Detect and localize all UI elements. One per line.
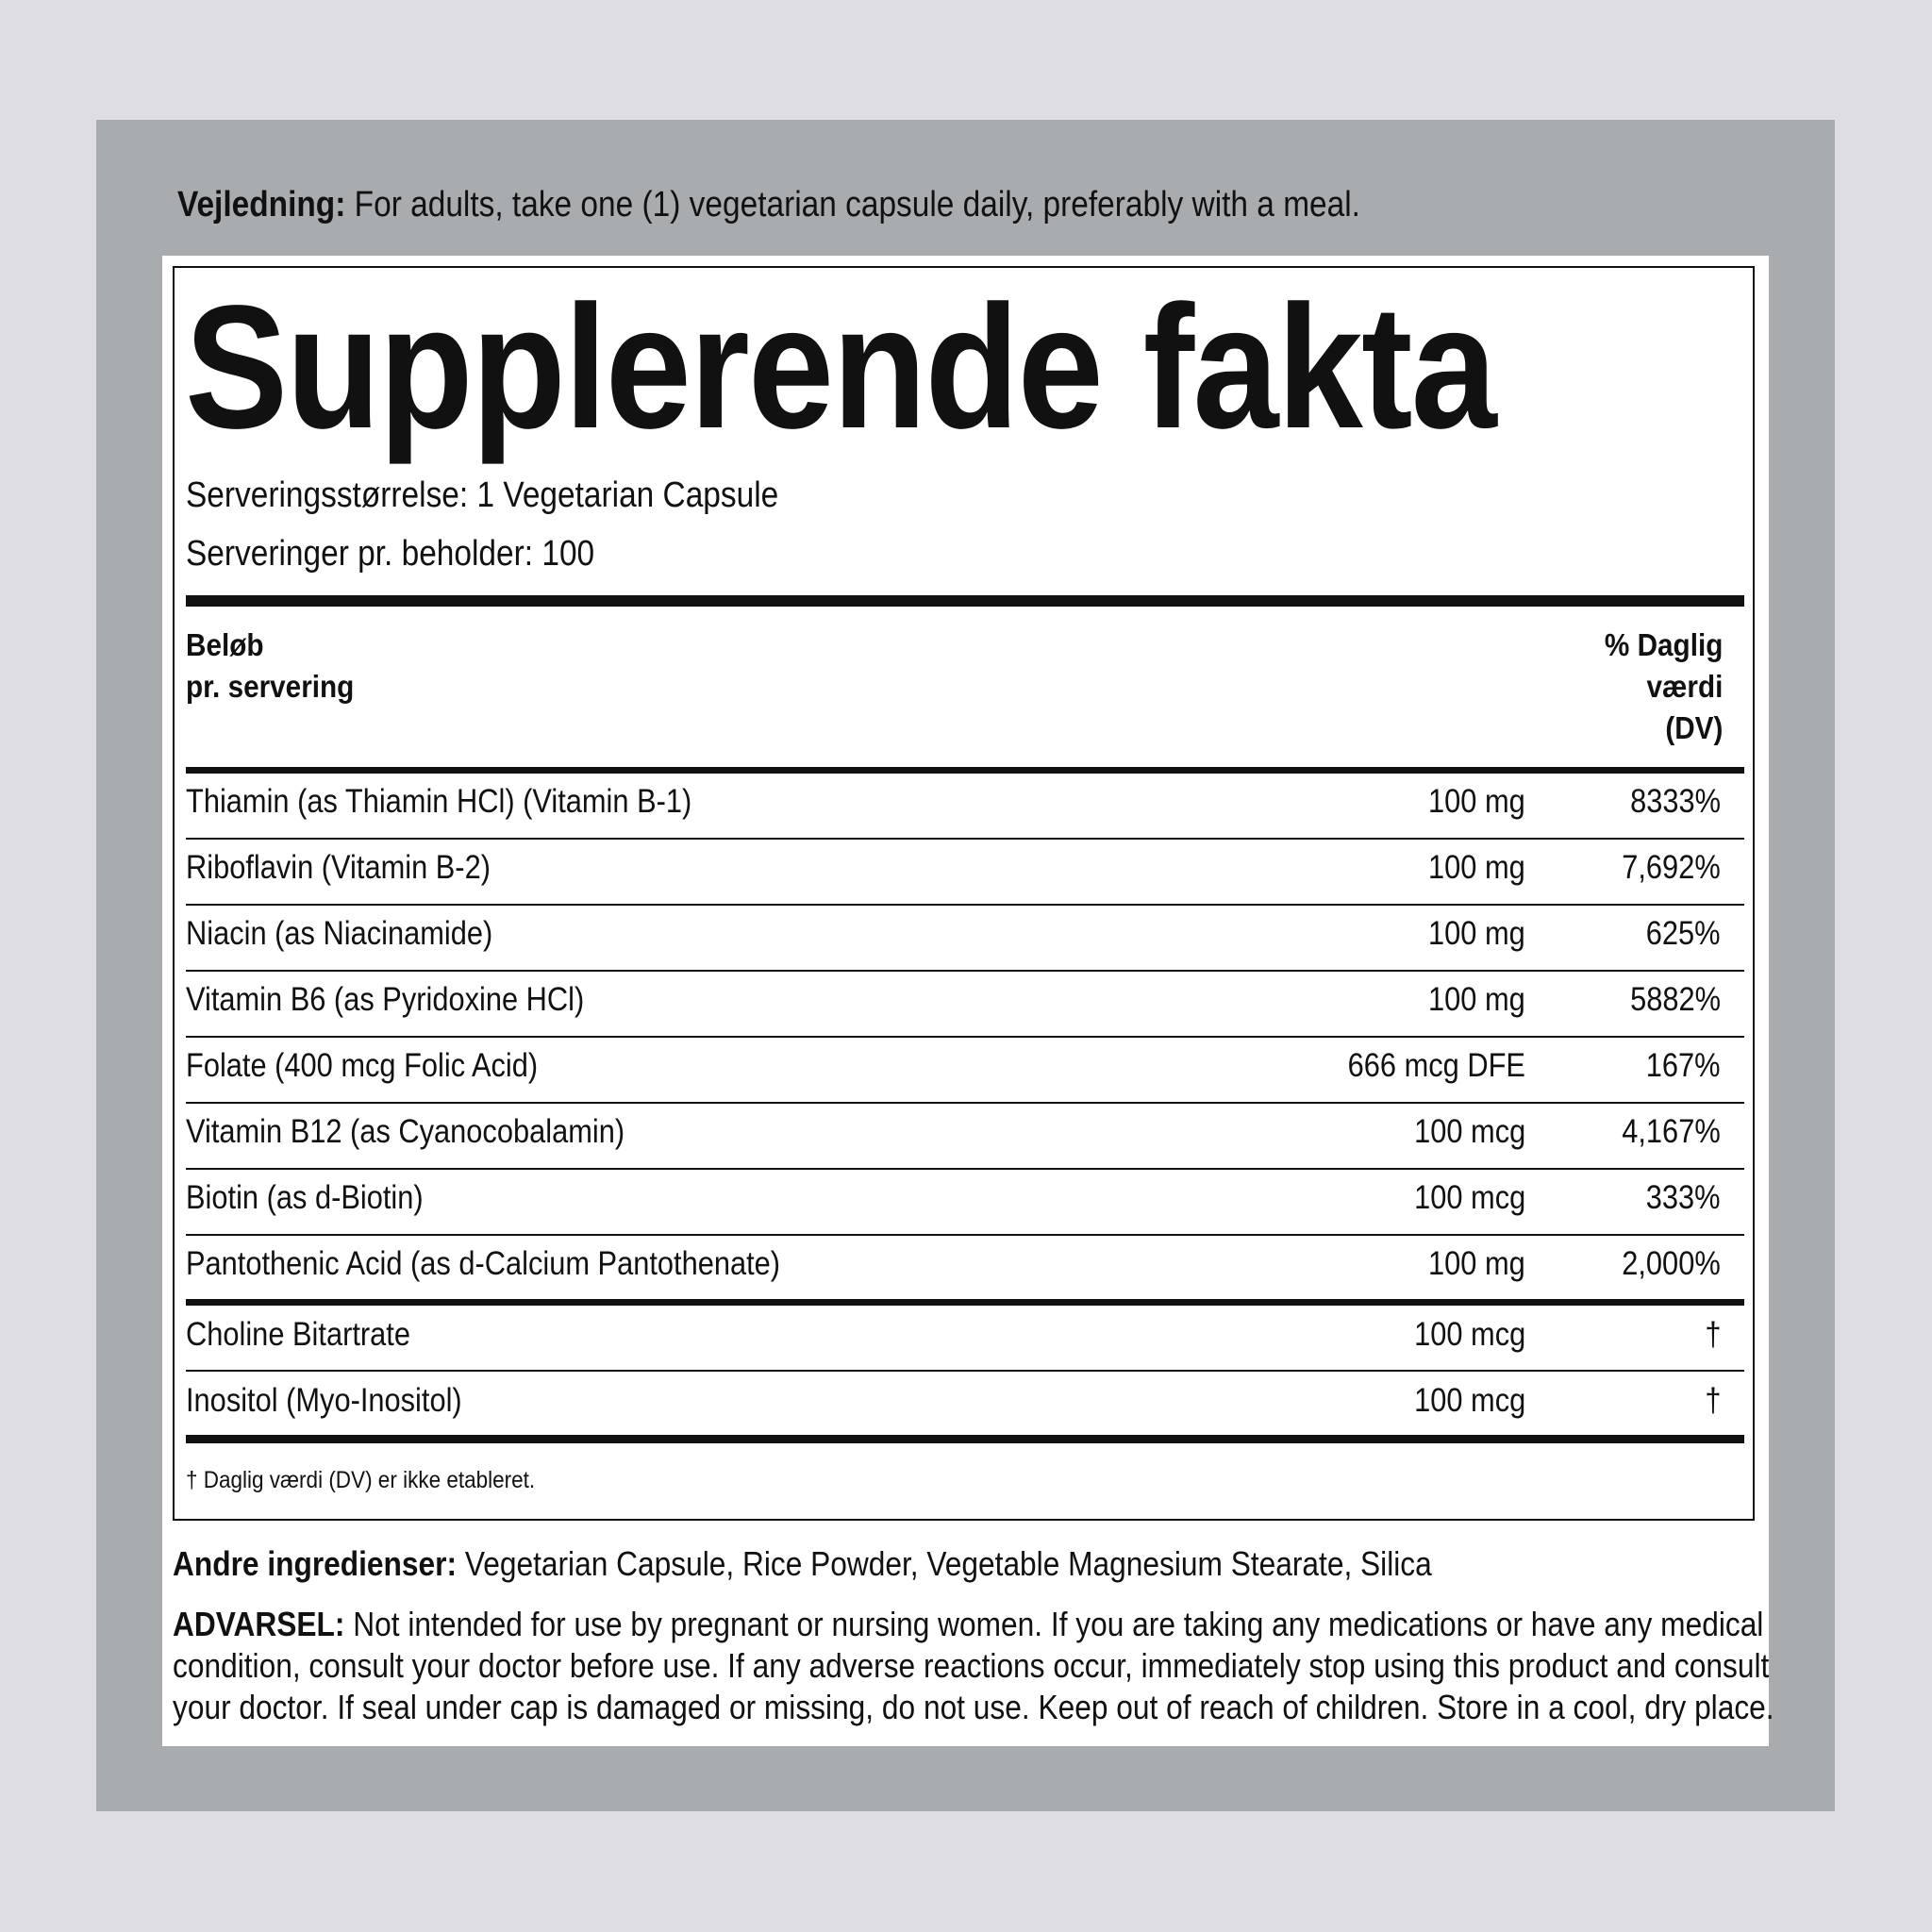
nutrient-dv: 625% bbox=[1646, 915, 1721, 952]
nutrient-amount: 100 mg bbox=[1428, 849, 1525, 886]
nutrient-name: Pantothenic Acid (as d-Calcium Pantothenate) bbox=[186, 1245, 781, 1282]
warning bbox=[173, 1604, 1774, 1728]
nutrient-name: Riboflavin (Vitamin B-2) bbox=[186, 849, 491, 886]
nutrient-row bbox=[186, 1099, 1724, 1165]
nutrient-dv: 167% bbox=[1646, 1047, 1721, 1084]
nutrient-row bbox=[186, 1302, 1724, 1368]
nutrient-name: Biotin (as d-Biotin) bbox=[186, 1179, 424, 1216]
warning-line1: Not intended for use by pregnant or nursing women. If you are taking any medications or have any medical bbox=[344, 1605, 1764, 1643]
nutrient-dv: 5882% bbox=[1630, 981, 1721, 1018]
divider-thick bbox=[186, 1435, 1744, 1443]
facts-title: Supplerende fakta bbox=[185, 270, 1496, 465]
nutrient-row bbox=[186, 1368, 1724, 1434]
nutrient-amount: 666 mcg DFE bbox=[1347, 1047, 1525, 1084]
nutrient-dv: 4,167% bbox=[1622, 1113, 1721, 1150]
nutrient-name: Niacin (as Niacinamide) bbox=[186, 915, 493, 952]
dv-header-line2: værdi bbox=[1646, 669, 1723, 704]
nutrient-amount: 100 mcg bbox=[1413, 1113, 1525, 1150]
other-ingredients-text: Vegetarian Capsule, Rice Powder, Vegetable Magnesium Stearate, Silica bbox=[457, 1544, 1432, 1583]
amount-per-serving-header bbox=[186, 625, 354, 708]
nutrient-dv: 333% bbox=[1646, 1179, 1721, 1216]
dv-header-line3: (DV) bbox=[1664, 710, 1723, 745]
nutrient-name: Thiamin (as Thiamin HCl) (Vitamin B-1) bbox=[186, 783, 692, 820]
warning-label: ADVARSEL: bbox=[173, 1605, 345, 1643]
serving-size: Serveringsstørrelse: 1 Vegetarian Capsule bbox=[186, 475, 779, 515]
nutrient-amount: 100 mcg bbox=[1413, 1382, 1525, 1419]
nutrient-dv: 7,692% bbox=[1622, 849, 1721, 886]
nutrient-dv: 2,000% bbox=[1622, 1245, 1721, 1282]
nutrient-row bbox=[186, 1033, 1724, 1099]
nutrient-amount: 100 mg bbox=[1428, 1245, 1525, 1282]
other-ingredients bbox=[173, 1541, 1432, 1588]
nutrient-amount: 100 mg bbox=[1428, 981, 1525, 1018]
amount-header-line2: pr. servering bbox=[186, 669, 355, 704]
daily-value-header bbox=[1605, 625, 1723, 749]
nutrient-row bbox=[186, 967, 1724, 1033]
nutrient-dv: † bbox=[1704, 1382, 1721, 1419]
dv-header-line1: % Daglig bbox=[1604, 627, 1723, 662]
nutrient-amount: 100 mg bbox=[1428, 783, 1525, 820]
nutrient-dv: † bbox=[1704, 1316, 1721, 1353]
nutrient-name: Folate (400 mcg Folic Acid) bbox=[186, 1047, 539, 1084]
nutrient-row bbox=[186, 835, 1724, 901]
servings-per-container: Serveringer pr. beholder: 100 bbox=[186, 534, 595, 574]
nutrient-row bbox=[186, 1165, 1724, 1231]
nutrient-row bbox=[186, 1231, 1724, 1297]
nutrient-name: Inositol (Myo-Inositol) bbox=[186, 1382, 462, 1419]
footnote: † Daglig værdi (DV) er ikke etableret. bbox=[186, 1467, 536, 1493]
warning-line2: condition, consult your doctor before use. If any adverse reactions occur, immediately stop using this product and consult bbox=[173, 1646, 1770, 1685]
nutrient-name: Vitamin B6 (as Pyridoxine HCl) bbox=[186, 981, 585, 1018]
nutrient-name: Choline Bitartrate bbox=[186, 1316, 410, 1353]
other-ingredients-label: Andre ingredienser: bbox=[173, 1544, 458, 1583]
directions bbox=[177, 181, 1589, 228]
nutrient-amount: 100 mcg bbox=[1413, 1316, 1525, 1353]
nutrient-dv: 8333% bbox=[1630, 783, 1721, 820]
nutrient-amount: 100 mg bbox=[1428, 915, 1525, 952]
nutrient-amount: 100 mcg bbox=[1413, 1179, 1525, 1216]
amount-header-line1: Beløb bbox=[186, 627, 264, 662]
warning-line3: your doctor. If seal under cap is damaged or missing, do not use. Keep out of reach of children. Store in a cool, dry place. bbox=[173, 1688, 1774, 1726]
nutrient-name: Vitamin B12 (as Cyanocobalamin) bbox=[186, 1113, 625, 1150]
directions-label: Vejledning: bbox=[177, 185, 346, 225]
divider-thick bbox=[186, 595, 1744, 607]
nutrient-row bbox=[186, 769, 1724, 835]
nutrient-row bbox=[186, 901, 1724, 967]
directions-text: For adults, take one (1) vegetarian capsule daily, preferably with a meal. bbox=[345, 185, 1360, 225]
